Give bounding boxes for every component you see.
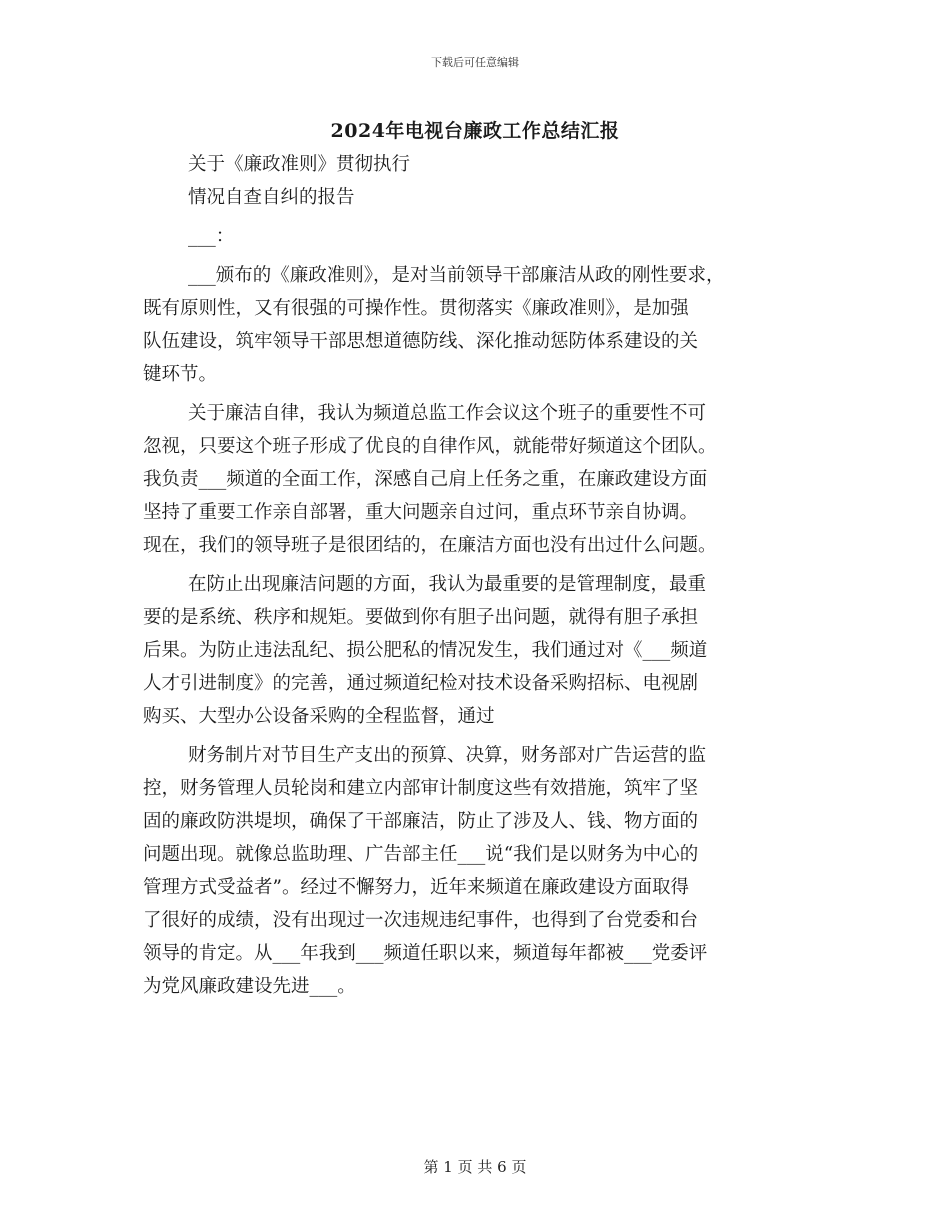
paragraph-line: 固的廉政防洪堤坝，确保了干部廉洁，防止了涉及人、钱、物方面的 [143, 811, 699, 832]
paragraph-line: 忽视，只要这个班子形成了优良的自律作风，就能带好频道这个团队。 [143, 436, 717, 457]
header-note: 下载后可任意编辑 [431, 56, 519, 69]
salutation: ___： [188, 226, 235, 247]
paragraph-line: 既有原则性，又有很强的可操作性。贯彻落实《廉政准则》，是加强 [143, 298, 689, 319]
paragraph-line: 队伍建设，筑牢领导干部思想道德防线、深化推动惩防体系建设的关 [143, 331, 699, 352]
paragraph-line: 关于廉洁自律，我认为频道总监工作会议这个班子的重要性不可 [188, 403, 707, 424]
paragraph-line: 控，财务管理人员轮岗和建立内部审计制度这些有效措施，筑牢了坚 [143, 778, 699, 799]
paragraph-line: 在防止出现廉洁问题的方面，我认为最重要的是管理制度，最重 [188, 574, 707, 595]
paragraph-line: 问题出现。就像总监助理、广告部主任___说“我们是以财务为中心的 [143, 844, 699, 865]
paragraph-line: 键环节。 [143, 364, 218, 385]
paragraph-line: 领导的肯定。从___年我到___频道任职以来，频道每年都被___党委评 [143, 943, 708, 964]
paragraph-line: 后果。为防止违法乱纪、损公肥私的情况发生，我们通过对《___频道 [143, 640, 708, 661]
document-body [143, 148, 823, 1003]
paragraph-line: 购买、大型办公设备采购的全程监督，通过 [143, 706, 495, 727]
paragraph-line: 财务制片对节目生产支出的预算、决算，财务部对广告运营的监 [188, 745, 707, 766]
paragraph-line: 现在，我们的领导班子是很团结的，在廉洁方面也没有出过什么问题。 [143, 535, 717, 556]
document-title: 2024年电视台廉政工作总结汇报 [330, 120, 620, 142]
paragraph-line: 人才引进制度》的完善，通过频道纪检对技术设备采购招标、电视剧 [143, 673, 699, 694]
paragraph-line: 我负责___频道的全面工作，深感自己肩上任务之重，在廉政建设方面 [143, 469, 708, 490]
subtitle-line-1: 关于《廉政准则》贯彻执行 [188, 154, 411, 175]
subtitle-line-2: 情况自查自纠的报告 [188, 187, 355, 208]
paragraph-line: 为党风廉政建设先进___。 [143, 976, 356, 997]
paragraph-line: 管理方式受益者”。经过不懈努力，近年来频道在廉政建设方面取得 [143, 877, 689, 898]
paragraph-line: ___颁布的《廉政准则》，是对当前领导干部廉洁从政的刚性要求， [188, 265, 725, 286]
paragraph-line: 坚持了重要工作亲自部署，重大问题亲自过问，重点环节亲自协调。 [143, 502, 699, 523]
paragraph-line: 要的是系统、秩序和规矩。要做到你有胆子出问题，就得有胆子承担 [143, 607, 699, 628]
paragraph-line: 了很好的成绩，没有出现过一次违规违纪事件，也得到了台党委和台 [143, 910, 699, 931]
page-footer: 第 1 页 共 6 页 [423, 1158, 527, 1176]
